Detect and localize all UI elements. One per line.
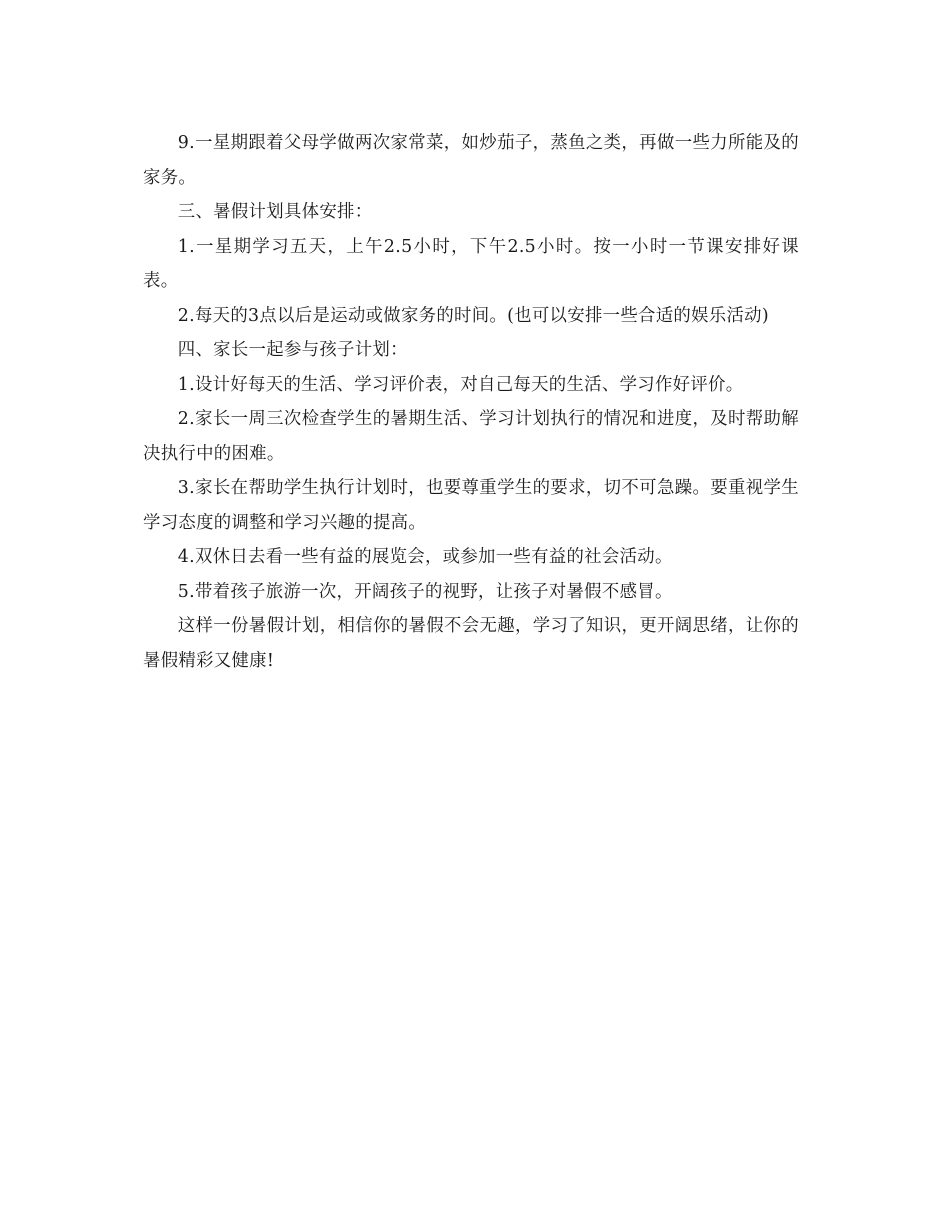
parents-item-5: 5.带着孩子旅游一次，开阔孩子的视野，让孩子对暑假不感冒。 [177, 581, 673, 602]
parents-item-3: 3.家长在帮助学生执行计划时，也要尊重学生的要求，切不可急躁。要重视学生学习态度的调整和学习兴趣的提高。 [143, 478, 799, 533]
parents-item-4: 4.双休日去看一些有益的展览会，或参加一些有益的社会活动。 [177, 547, 673, 567]
parents-item-2: 2.家长一周三次检查学生的暑期生活、学习计划执行的情况和进度，及时帮助解决执行中的困难。 [143, 409, 799, 464]
document-body [143, 126, 799, 678]
section-heading-parents: 四、家长一起参与孩子计划： [177, 340, 408, 360]
section-heading-schedule: 三、暑假计划具体安排： [177, 202, 373, 222]
parents-item-1: 1.设计好每天的生活、学习评价表，对自己每天的生活、学习作好评价。 [177, 374, 744, 395]
schedule-item-2: 2.每天的3点以后是运动或做家务的时间。(也可以安排一些合适的娱乐活动) [177, 305, 769, 326]
schedule-item-1: 1.一星期学习五天，上午2.5小时，下午2.5小时。按一小时一节课安排好课表。 [143, 236, 799, 291]
closing-paragraph: 这样一份暑假计划，相信你的暑假不会无趣，学习了知识，更开阔思绪，让你的暑假精彩又健康! [143, 616, 799, 671]
paragraph-item-9-cooking: 9.一星期跟着父母学做两次家常菜，如炒茄子，蒸鱼之类，再做一些力所能及的家务。 [143, 133, 799, 188]
